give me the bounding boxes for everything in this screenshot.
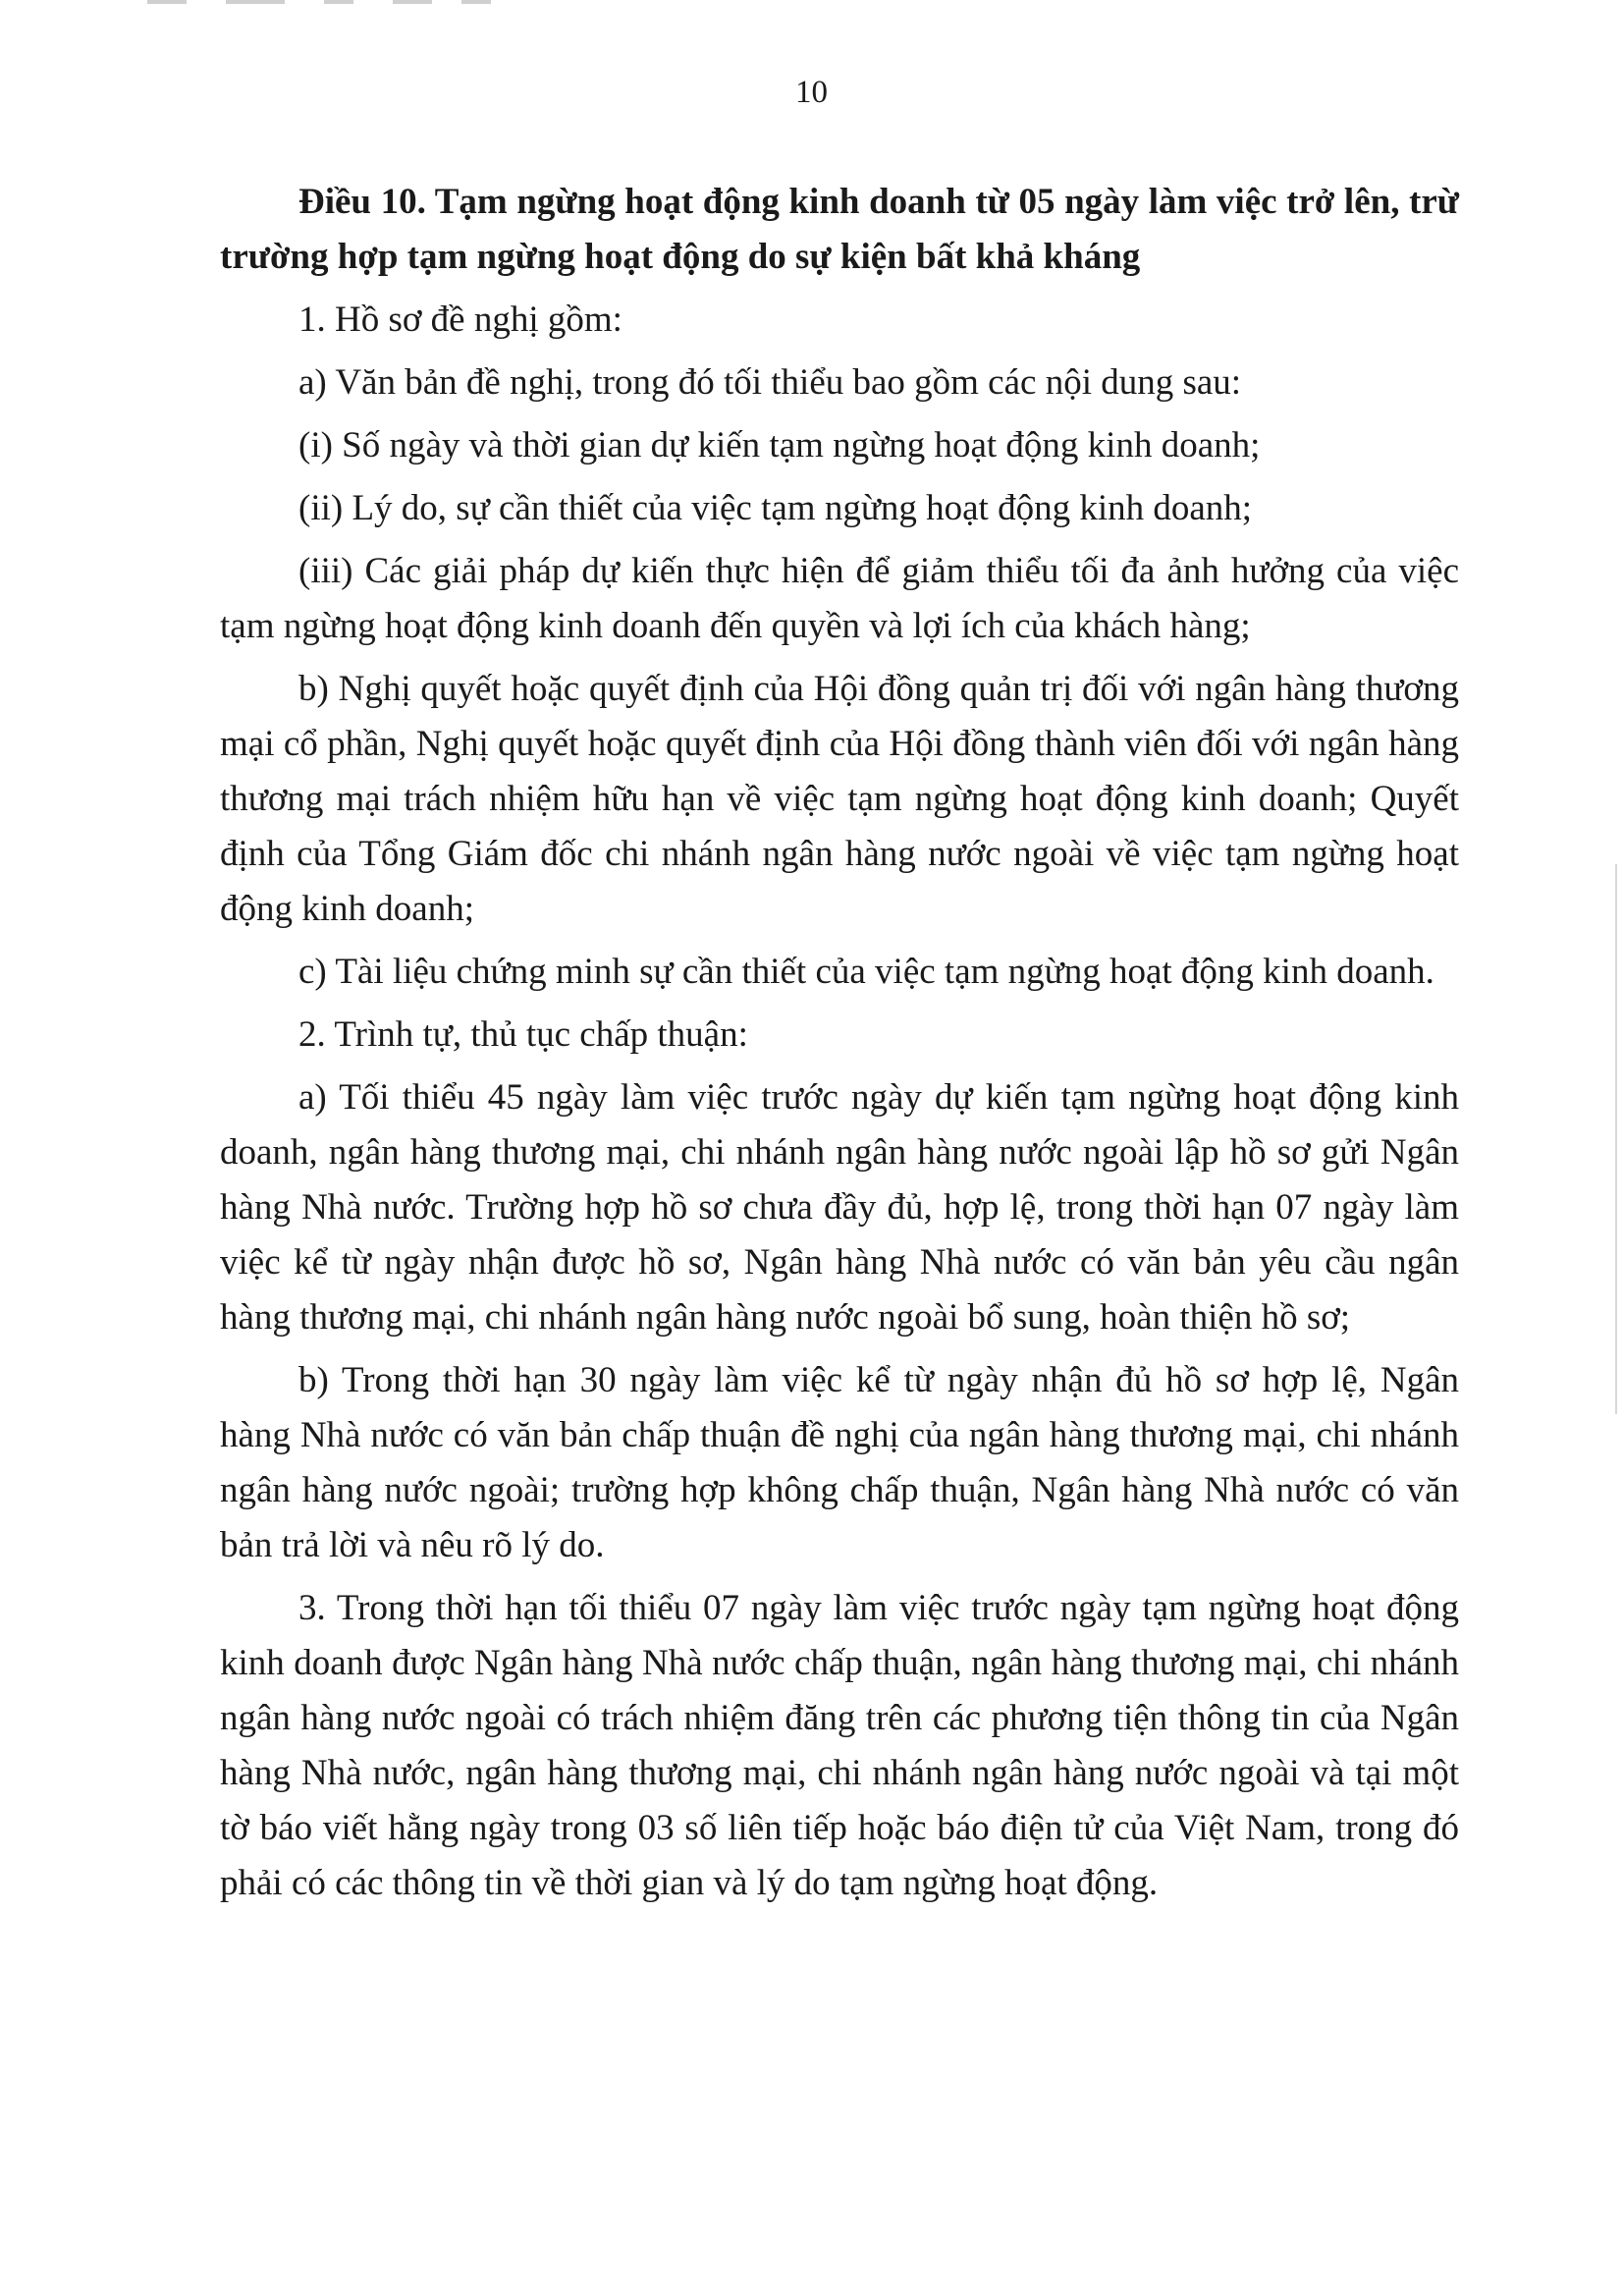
page-number: 10 xyxy=(795,75,828,110)
scan-artifact xyxy=(461,0,491,4)
article-body xyxy=(220,175,1459,1911)
paragraph: a) Văn bản đề nghị, trong đó tối thiểu bao gồm các nội dung sau: xyxy=(298,362,1242,403)
scan-artifact xyxy=(147,0,187,4)
scan-artifact xyxy=(226,0,285,4)
scan-artifact xyxy=(393,0,432,4)
paragraph: 1. Hồ sơ đề nghị gồm: xyxy=(298,300,622,340)
paragraph: (ii) Lý do, sự cần thiết của việc tạm ngừng hoạt động kinh doanh; xyxy=(298,488,1253,528)
paragraph: b) Trong thời hạn 30 ngày làm việc kể từ ngày nhận đủ hồ sơ hợp lệ, Ngân hàng Nhà nước có văn bản chấp thuận đề nghị của ngân hàng thương mại, chi nhánh ngân hàng nước ngoài; trường hợp không chấp thuận, Ngân hàng Nhà nước có văn bản trả lời và nêu rõ lý do. xyxy=(220,1360,1459,1565)
paragraph: b) Nghị quyết hoặc quyết định của Hội đồng quản trị đối với ngân hàng thương mại cổ phần, Nghị quyết hoặc quyết định của Hội đồng thành viên đối với ngân hàng thương mại trách nhiệm hữu hạn về việc tạm ngừng hoạt động kinh doanh; Quyết định của Tổng Giám đốc chi nhánh ngân hàng nước ngoài về việc tạm ngừng hoạt động kinh doanh; xyxy=(220,669,1459,929)
paragraph: (iii) Các giải pháp dự kiến thực hiện để giảm thiểu tối đa ảnh hưởng của việc tạm ngừng hoạt động kinh doanh đến quyền và lợi ích của khách hàng; xyxy=(220,551,1459,646)
paragraph: c) Tài liệu chứng minh sự cần thiết của việc tạm ngừng hoạt động kinh doanh. xyxy=(298,952,1434,992)
paragraph: a) Tối thiểu 45 ngày làm việc trước ngày dự kiến tạm ngừng hoạt động kinh doanh, ngân hàng thương mại, chi nhánh ngân hàng nước ngoài lập hồ sơ gửi Ngân hàng Nhà nước. Trường hợp hồ sơ chưa đầy đủ, hợp lệ, trong thời hạn 07 ngày làm việc kể từ ngày nhận được hồ sơ, Ngân hàng Nhà nước có văn bản yêu cầu ngân hàng thương mại, chi nhánh ngân hàng nước ngoài bổ sung, hoàn thiện hồ sơ; xyxy=(220,1077,1459,1338)
scan-edge xyxy=(1615,864,1617,1414)
paragraph: 3. Trong thời hạn tối thiểu 07 ngày làm việc trước ngày tạm ngừng hoạt động kinh doanh được Ngân hàng Nhà nước chấp thuận, ngân hàng thương mại, chi nhánh ngân hàng nước ngoài có trách nhiệm đăng trên các phương tiện thông tin của Ngân hàng Nhà nước, ngân hàng thương mại, chi nhánh ngân hàng nước ngoài và tại một tờ báo viết hằng ngày trong 03 số liên tiếp hoặc báo điện tử của Việt Nam, trong đó phải có các thông tin về thời gian và lý do tạm ngừng hoạt động. xyxy=(220,1588,1459,1903)
paragraph: 2. Trình tự, thủ tục chấp thuận: xyxy=(298,1014,748,1055)
article-title: Điều 10. Tạm ngừng hoạt động kinh doanh từ 05 ngày làm việc trở lên, trừ trường hợp tạm ngừng hoạt động do sự kiện bất khả kháng xyxy=(220,182,1459,277)
paragraph: (i) Số ngày và thời gian dự kiến tạm ngừng hoạt động kinh doanh; xyxy=(298,425,1261,465)
scan-artifact xyxy=(324,0,353,4)
